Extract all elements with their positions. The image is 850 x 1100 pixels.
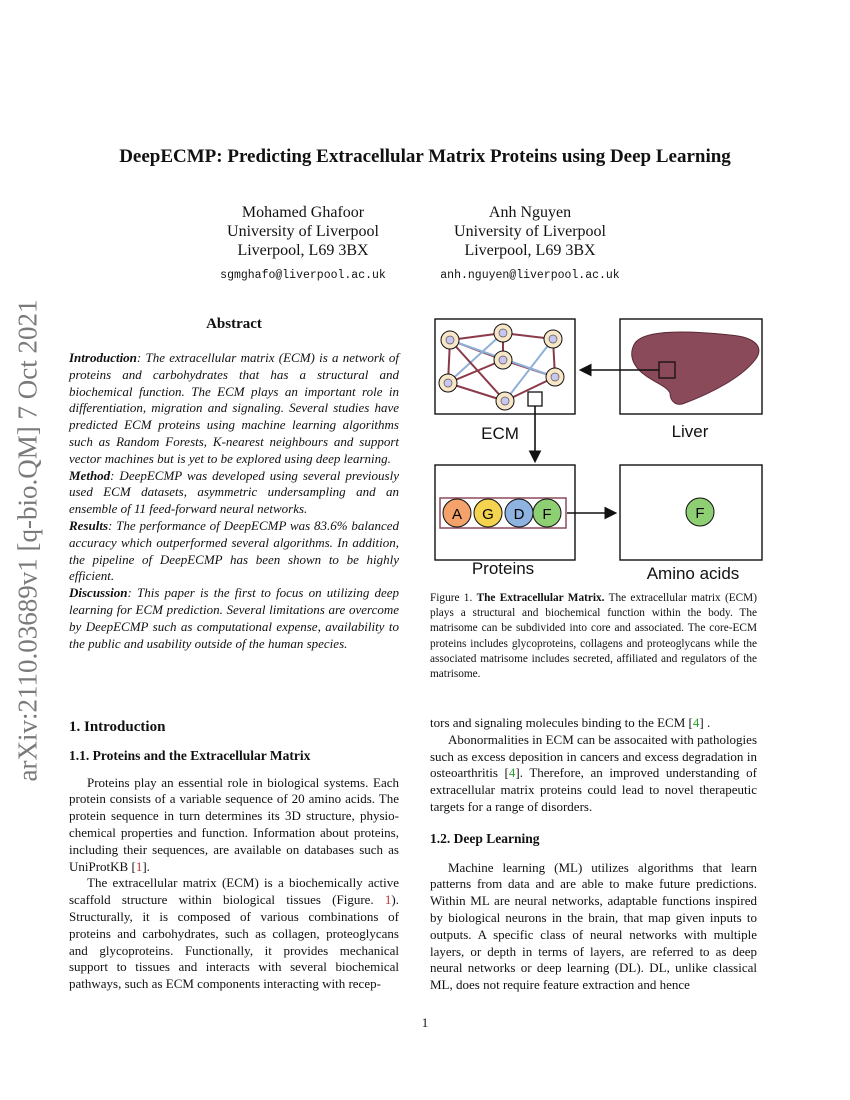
abstract-label: Discussion — [69, 585, 128, 601]
introduction-section — [69, 719, 399, 993]
proteins-label: Proteins — [471, 559, 535, 578]
protein-letter: G — [482, 506, 494, 523]
protein-letter: F — [542, 506, 552, 523]
abstract-body — [69, 350, 399, 652]
subsection-heading: 1.1. Proteins and the Extracellular Matrix — [69, 747, 311, 763]
amino-letter: F — [695, 505, 705, 522]
section-heading: 1. Introduction — [69, 719, 166, 735]
author-address: Liverpool, L69 3BX — [237, 242, 369, 259]
author-name: Anh Nguyen — [488, 204, 572, 221]
arxiv-stamp: arXiv:2110.03689v1 [q-bio.QM] 7 Oct 2021 — [12, 299, 43, 782]
abstract-introduction: Introduction: The extracellular matrix (ECM) is a network of proteins and carbohydrates that has a structural and biochemical function. The ECM plays an important role in differentiation, migration and signaling. Several studies have predicted ECM proteins using machine learning algorithms such as Random Forests, K-nearest neighbours and support vector machines but is yet to be explored using deep learning. — [69, 350, 399, 466]
paragraph: Machine learning (ML) utilizes algorithms that learn patterns from data and are able to make future predictions. Within ML are neural networks, adaptable functions inspired by biological neurons in the brain, that map given inputs to outputs. A specific class of neural networks with multiple layers, or depth in terms of layers, are referred to as deep neural networks or deep learning (DL). DL, unlike classical ML, does not require feature extraction and hence — [430, 859, 757, 993]
abstract-method: Method: DeepECMP was developed using several previously used ECM datasets, asymmetric undersampling and an ensemble of 11 feed-forward neural networks. — [69, 467, 399, 517]
citation-link[interactable]: 4 — [508, 765, 516, 781]
protein-letter: D — [513, 506, 525, 523]
ecm-node — [496, 392, 514, 410]
figure-caption — [430, 591, 757, 682]
paper-title: DeepECMP: Predicting Extracellular Matrix Proteins using Deep Learning — [119, 146, 731, 167]
figure-link[interactable]: 1 — [384, 892, 392, 908]
abstract-results: Results: The performance of DeepECMP was 83.6% balanced accuracy which outperformed several algorithms. In addition, the pipeline of DeepECMP has been shown to be highly efficient. — [69, 517, 399, 584]
ecm-node — [544, 330, 562, 348]
author-block-1 — [183, 203, 423, 285]
paragraph: tors and signaling molecules binding to the ECM [4] . — [430, 715, 711, 730]
abstract-label: Method — [69, 467, 111, 483]
ecm-label: ECM — [481, 424, 519, 443]
author-email[interactable]: sgmghafo@liverpool.ac.uk — [220, 269, 386, 282]
caption-label: Figure 1. — [430, 592, 473, 604]
author-email[interactable]: anh.nguyen@liverpool.ac.uk — [440, 269, 620, 282]
abstract-discussion: Discussion: This paper is the first to focus on utilizing deep learning for ECM prediction. Several limitations are overcome by DeepECMP such as computational expense, availability to the public and usability outside of the human species. — [69, 585, 399, 651]
author-block-2 — [410, 203, 650, 285]
liver-label: Liver — [671, 422, 709, 441]
ecm-node — [494, 351, 512, 369]
citation-link[interactable]: 1 — [135, 858, 143, 874]
abstract-heading: Abstract — [206, 316, 262, 332]
caption-title: The Extracellular Matrix. — [476, 592, 605, 604]
subsection-heading: 1.2. Deep Learning — [430, 830, 540, 846]
abstract-label: Results — [69, 517, 109, 533]
author-name: Mohamed Ghafoor — [241, 204, 365, 221]
author-affiliation: University of Liverpool — [227, 223, 379, 240]
figure-1 — [430, 315, 770, 590]
caption-text: The extracellular matrix (ECM) plays a structural and biochemical function within the body. The matrisome can be subdivided into core and associated. The core-ECM proteins includes glycoproteins, collagens and proteoglycans while the associated matrisome includes secreted, affiliated and regulators of the matrisome. — [430, 592, 757, 681]
author-affiliation: University of Liverpool — [454, 223, 606, 240]
citation-link[interactable]: 4 — [692, 715, 700, 730]
author-address: Liverpool, L69 3BX — [464, 242, 596, 259]
paragraph: Abonormalities in ECM can be assocaited with pathologies such as excess deposition in cancers and excess degradation in osteoarthritis [4]. Therefore, an improved understanding of extracellular matrix proteins could lead to novel therapeutic targets for a range of disorders. — [430, 731, 757, 814]
right-column-text — [430, 715, 757, 994]
ecm-node — [441, 331, 459, 349]
ecm-node — [439, 374, 457, 392]
paragraph: The extracellular matrix (ECM) is a biochemically active scaffold structure within biological tissues (Figure. 1). Structurally, it is composed of various combinations of proteins and carbohydrates, such as collagen, proteoglycans and glycoproteins. Functionally, it provides mechanical support to tissues and interacts with several biochemical pathways, such as ECM components interacting with recep- — [69, 875, 399, 992]
paragraph: Proteins play an essential role in biological systems. Each protein consists of a variable sequence of 20 amino acids. The protein sequence in turn determines its 3D structure, physio-chemical properties and function. Information about proteins, including their sequences, are available on databases such as UniProtKB [1]. — [69, 774, 399, 874]
ecm-node — [494, 324, 512, 342]
amino-acids-label: Amino acids — [646, 564, 740, 583]
protein-letter: A — [451, 506, 463, 523]
abstract-label: Introduction — [69, 350, 137, 365]
page-number: 1 — [421, 1015, 429, 1030]
ecm-node — [546, 368, 564, 386]
